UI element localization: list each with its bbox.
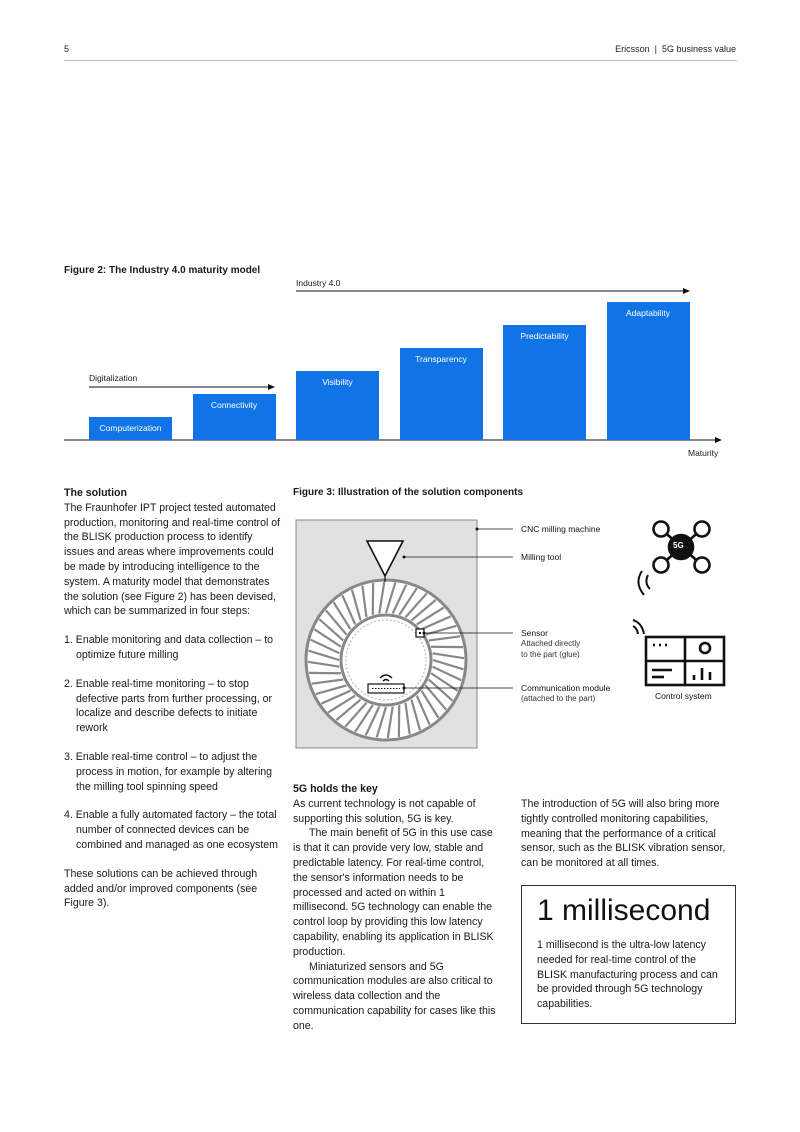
maturity-bar-adaptability: Adaptability — [607, 302, 690, 440]
control-system-icon — [633, 620, 724, 685]
comm-label-group — [521, 683, 610, 704]
solution-closing: These solutions can be achieved through added and/or improved components (see Figure 3). — [64, 867, 258, 910]
solution-step-4: 4. Enable a fully automated factory – the total number of connected devices can be combined and managed as one ecosystem — [64, 809, 278, 851]
industry-label: Industry 4.0 — [296, 278, 341, 288]
maturity-bar-transparency: Transparency — [400, 348, 483, 440]
figure3-title: Figure 3: Illustration of the solution components — [293, 487, 523, 498]
solution-step-3: 3. Enable real-time control – to adjust the process in motion, for example by altering the milling tool spinning speed — [64, 750, 273, 793]
maturity-bar-visibility: Visibility — [296, 371, 379, 440]
maturity-bar-predictability: Predictability — [503, 325, 586, 440]
cnc-machine-label: CNC milling machine — [521, 524, 601, 534]
right-column — [521, 797, 736, 871]
badge-5g: 5G — [673, 541, 684, 550]
maturity-bar-connectivity: Connectivity — [193, 394, 276, 440]
right-p1: The introduction of 5G will also bring more tightly controlled monitoring capabilities, meaning that the performance of a critical sensor, such as the BLISK vibration sensor, can be monitored at all times. — [521, 798, 726, 870]
solution-step-2: 2. Enable real-time monitoring – to stop defective parts from further processing, or localize and describe defects to initiate rework — [64, 677, 273, 735]
maturity-axis-label: Maturity — [688, 448, 719, 458]
comm-module-label: Communication module — [521, 683, 611, 693]
milling-tool-label: Milling tool — [521, 552, 562, 562]
control-system-label: Control system — [655, 691, 712, 701]
blisk-disc — [306, 580, 466, 740]
key-heading: 5G holds the key — [293, 783, 378, 795]
sensor-sub-1: Attached directly — [521, 639, 581, 648]
sensor-label-group — [521, 628, 580, 660]
drone-5g-icon — [638, 522, 709, 596]
comm-module-sub: (attached to the part) — [521, 694, 596, 703]
callout-big: 1 millisecond — [537, 894, 711, 927]
running-header: Ericsson | 5G business value — [615, 44, 736, 54]
callout-box — [521, 885, 736, 1024]
callout-caption: 1 millisecond is the ultra-low latency needed for real-time control of the BLISK manufacturing process and can be provided through 5G technology capabilities. — [537, 939, 718, 1011]
figure2-title: Figure 2: The Industry 4.0 maturity model — [64, 265, 261, 276]
sensor-sub-2: to the part (glue) — [521, 650, 580, 659]
maturity-bar-computerization: Computerization — [89, 417, 172, 440]
key-p2: The main benefit of 5G in this use case is that it can provide very low, stable and predictable latency. For real-time control, the sensor's information needs to be processed and acted on within 1 millisecond. 5G technology can enable the control loop by providing this low latency capability, enabling its application in BLISK production. — [293, 827, 494, 958]
key-p1: As current technology is not capable of supporting this solution, 5G is key. — [293, 797, 476, 825]
digitalization-label: Digitalization — [89, 373, 138, 383]
page-number: 5 — [64, 44, 70, 54]
solution-intro: The Fraunhofer IPT project tested automated production, monitoring and real-time control of the BLISK production process to identify issues and areas where improvements could be made by introducing intelligence to the system. A maturity model that demonstrates the solution (see Figure 2) has been devised, which can be summarized in four steps: — [64, 501, 281, 618]
key-p3: Miniaturized sensors and 5G communication modules are also critical to wireless data collection and the communication capability for cases like this one. — [293, 960, 496, 1032]
key-section — [293, 782, 498, 1034]
sensor-label: Sensor — [521, 628, 548, 638]
solution-heading: The solution — [64, 487, 127, 499]
solution-step-1: 1. Enable monitoring and data collection – to optimize future milling — [64, 634, 274, 661]
